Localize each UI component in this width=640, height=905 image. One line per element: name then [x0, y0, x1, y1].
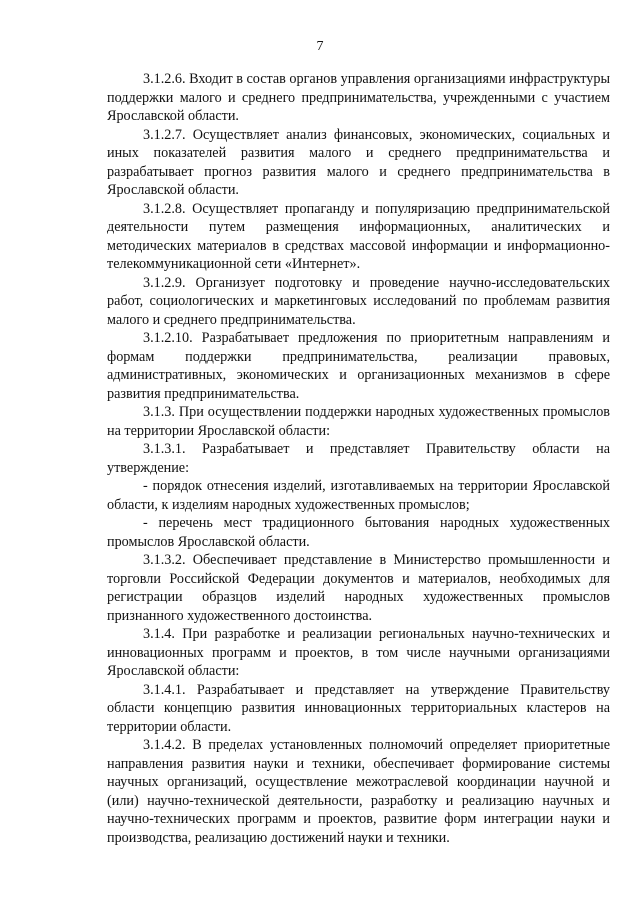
paragraph-3-1-2-10: 3.1.2.10. Разрабатывает предложения по приоритетным направлениям и формам поддержки предпринимательства, реализации правовых, административных, экономических и организационных механизмов в сфере развития предпринимательства.: [107, 330, 610, 402]
document-body: [107, 70, 610, 847]
page-number: 7: [316, 39, 324, 54]
paragraph-3-1-4: 3.1.4. При разработке и реализации региональных научно-технических и инновационных программ и проектов, в том числе научными организациями Ярославской области:: [107, 626, 610, 679]
paragraph-3-1-3: 3.1.3. При осуществлении поддержки народных художественных промыслов на территории Ярославской области:: [107, 404, 610, 439]
paragraph-3-1-2-8: 3.1.2.8. Осуществляет пропаганду и популяризацию предпринимательской деятельности путем размещения информационных, аналитических и методических материалов в средствах массовой информации и информационно-телекоммуникационной сети «Интернет».: [107, 200, 610, 272]
paragraph-3-1-4-2: 3.1.4.2. В пределах установленных полномочий определяет приоритетные направления развития науки и техники, обеспечивает формирование системы научных организаций, осуществление межотраслевой координации научной и (или) научно-технической деятельности, разработку и реализацию научных и научно-технических программ и проектов, развитие форм интеграции науки и производства, реализацию достижений науки и техники.: [107, 737, 610, 846]
list-item-places: - перечень мест традиционного бытования народных художественных промыслов Ярославской области.: [107, 515, 610, 550]
paragraph-3-1-2-9: 3.1.2.9. Организует подготовку и проведение научно-исследовательских работ, социологических и маркетинговых исследований по проблемам развития малого и среднего предпринимательства.: [107, 274, 610, 328]
paragraph-3-1-3-2: 3.1.3.2. Обеспечивает представление в Министерство промышленности и торговли Российской Федерации документов и материалов, необходимых для регистрации образцов изделий народных художественных промыслов признанного художественного достоинства.: [107, 552, 610, 624]
paragraph-3-1-3-1: 3.1.3.1. Разрабатывает и представляет Правительству области на утверждение:: [107, 441, 610, 476]
list-item-order: - порядок отнесения изделий, изготавливаемых на территории Ярославской области, к изделиям народных художественных промыслов;: [107, 478, 610, 513]
paragraph-3-1-2-7: 3.1.2.7. Осуществляет анализ финансовых, экономических, социальных и иных показателей развития малого и среднего предпринимательства и разрабатывает прогноз развития малого и среднего предпринимательства в Ярославской области.: [107, 126, 610, 198]
paragraph-3-1-2-6: 3.1.2.6. Входит в состав органов управления организациями инфраструктуры поддержки малого и среднего предпринимательства, учрежденными с участием Ярославской области.: [107, 71, 610, 124]
paragraph-3-1-4-1: 3.1.4.1. Разрабатывает и представляет на утверждение Правительству области концепцию развития инновационных территориальных кластеров на территории области.: [107, 681, 610, 735]
